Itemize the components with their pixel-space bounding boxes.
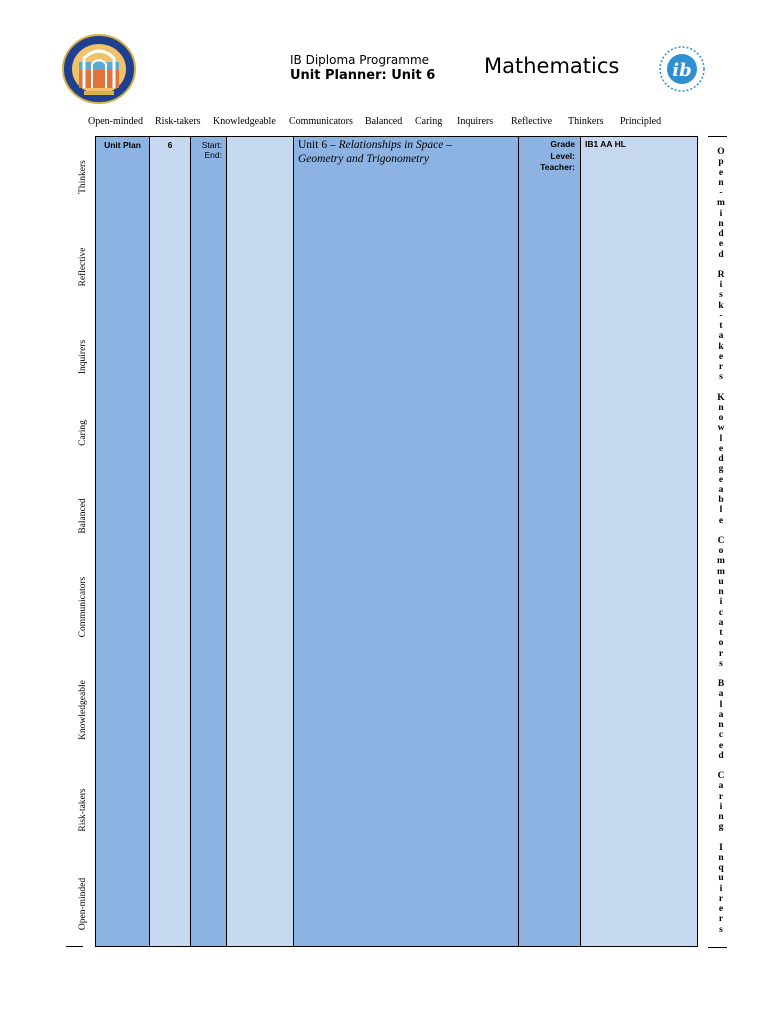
profile-right-letter: K — [717, 392, 725, 403]
profile-right-letter: n — [718, 812, 724, 822]
unit-number: 6 — [167, 140, 173, 150]
profile-right-letter: u — [718, 576, 724, 587]
profile-right-letter: g — [718, 464, 724, 475]
profile-right-letter: i — [719, 801, 723, 812]
profile-right-letter: i — [719, 280, 723, 290]
profile-right-letter: o — [718, 638, 724, 649]
profile-top-risk-takers: Risk-takers — [155, 116, 201, 127]
profile-right-letter: u — [718, 873, 724, 884]
profile-right-letter: - — [719, 188, 723, 198]
profile-left-caring: Caring — [78, 420, 88, 446]
profile-right-letter: o — [718, 546, 724, 556]
profile-right-letter: d — [718, 750, 724, 761]
profile-left-balanced: Balanced — [78, 498, 88, 534]
profile-right-letter: e — [718, 239, 724, 250]
planner-title: Unit Planner: Unit 6 — [290, 68, 436, 83]
profile-right-letter: t — [719, 628, 723, 638]
ib-logo-icon — [658, 46, 706, 92]
profile-right-letter: l — [719, 699, 723, 710]
profile-right-letter: e — [718, 474, 724, 485]
profile-top-communicators: Communicators — [289, 116, 353, 127]
profile-right-letter: n — [718, 720, 724, 730]
profile-right-letter: a — [718, 689, 724, 700]
profile-top-open-minded: Open-minded — [88, 116, 143, 127]
svg-text:ib: ib — [672, 60, 692, 81]
profile-right-letter: t — [719, 321, 723, 331]
profile-right-letter: k — [718, 300, 724, 311]
profile-right-letter: a — [718, 781, 724, 792]
profile-right-communicators — [712, 536, 730, 669]
profile-top-reflective: Reflective — [511, 116, 553, 127]
profile-right-letter: c — [718, 607, 724, 618]
profile-right-letter: g — [718, 822, 724, 833]
profile-left-communicators: Communicators — [78, 576, 88, 638]
profile-right-letter: c — [718, 730, 724, 741]
profile-right-letter: O — [717, 147, 725, 157]
profile-right-risk-takers — [712, 270, 730, 383]
profile-right-letter: m — [717, 198, 725, 209]
unit-plan-label: Unit Plan — [104, 140, 141, 150]
profile-right-letter: - — [719, 310, 723, 321]
profile-right-knowledgeable — [712, 393, 730, 526]
profile-right-letter: e — [718, 443, 724, 454]
profile-right-letter: B — [717, 679, 725, 689]
profile-right-letter: a — [718, 617, 724, 628]
unit-title — [294, 137, 518, 167]
profile-right-letter: n — [718, 587, 724, 597]
profile-right-letter: r — [718, 362, 724, 372]
profile-right-letter: n — [718, 218, 724, 229]
profile-right-letter: I — [719, 842, 723, 853]
dates-value-cell[interactable] — [227, 137, 294, 946]
profile-right-letter: i — [719, 208, 723, 219]
profile-right-letter: r — [718, 914, 724, 925]
unit-title-italic-2: Geometry and Trigonometry — [298, 153, 429, 165]
level-label: Level: — [550, 150, 575, 161]
course-cell — [581, 137, 697, 946]
start-label: Start: — [201, 140, 222, 150]
profile-top-knowledgeable: Knowledgeable — [213, 116, 276, 127]
profile-right-letter: C — [717, 771, 725, 781]
subject-title: Mathematics — [484, 54, 620, 78]
profile-right-letter: r — [718, 791, 724, 802]
unit-planner-table — [95, 136, 698, 947]
profile-left-inquirers: Inquirers — [78, 339, 88, 375]
profile-right-letter: d — [718, 229, 724, 239]
profile-right-letter: s — [719, 290, 723, 301]
profile-top-caring: Caring — [415, 116, 443, 127]
profile-left-open-minded: Open-minded — [78, 877, 88, 931]
right-divider-bottom — [708, 947, 727, 948]
profile-right-letter: l — [719, 505, 723, 516]
unit-title-italic-1: Relationships in Space – — [338, 139, 452, 151]
school-crest-icon — [62, 34, 136, 104]
profile-top-inquirers: Inquirers — [457, 116, 494, 127]
unit-title-cell — [294, 137, 519, 946]
profile-left-risk-takers: Risk-takers — [78, 788, 88, 832]
unit-title-prefix: Unit 6 – — [298, 139, 339, 151]
profile-left-knowledgeable: Knowledgeable — [78, 680, 88, 740]
unit-plan-cell — [96, 137, 150, 946]
profile-top-balanced: Balanced — [365, 116, 403, 127]
profile-right-letter: r — [718, 648, 724, 659]
profile-right-letter: e — [718, 740, 724, 751]
profile-right-letter: R — [717, 269, 725, 280]
profile-right-caring — [712, 771, 730, 833]
profile-right-letter: k — [718, 341, 724, 352]
profile-right-letter: e — [718, 904, 724, 914]
profile-right-letter: m — [717, 556, 725, 567]
profile-right-open-minded — [712, 147, 730, 260]
profile-right-letter: n — [718, 852, 724, 863]
profile-right-inquirers — [712, 843, 730, 935]
profile-right-letter: C — [717, 535, 725, 546]
profile-right-letter: p — [718, 157, 724, 168]
grade-teacher-labels — [519, 139, 580, 174]
profile-right-letter: q — [718, 863, 724, 873]
left-divider — [66, 946, 83, 947]
profile-right-letter: o — [718, 413, 724, 423]
profile-top-thinkers: Thinkers — [568, 116, 604, 127]
profile-right-column — [712, 147, 730, 947]
profile-right-letter: d — [718, 249, 724, 260]
profile-left-thinkers: Thinkers — [78, 160, 88, 194]
unit-number-cell — [150, 137, 191, 946]
right-divider-top — [708, 136, 727, 137]
profile-right-letter: r — [718, 893, 724, 904]
profile-right-letter: e — [718, 167, 724, 178]
profile-right-letter: m — [717, 566, 725, 577]
profile-right-letter: a — [718, 709, 724, 720]
profile-right-letter: a — [718, 484, 724, 495]
grade-label: Grade — [550, 139, 575, 149]
profile-right-letter: i — [719, 597, 723, 608]
dates-label-cell — [191, 137, 227, 946]
profile-right-letter: n — [718, 402, 724, 413]
profile-right-letter: e — [718, 351, 724, 362]
profile-right-letter: s — [719, 658, 723, 669]
profile-right-letter: d — [718, 454, 724, 464]
profile-right-letter: s — [719, 924, 723, 935]
teacher-label: Teacher: — [540, 162, 575, 172]
profile-right-letter: b — [718, 495, 724, 505]
profile-right-letter: w — [717, 423, 725, 434]
profile-right-letter: s — [719, 372, 723, 383]
course-value: IB1 AA HL — [585, 139, 626, 149]
profile-right-letter: e — [718, 515, 724, 526]
profile-left-reflective: Reflective — [78, 247, 88, 287]
profile-top-principled: Principled — [620, 116, 662, 127]
profile-right-letter: l — [719, 433, 723, 444]
profile-right-letter: n — [718, 177, 724, 188]
programme-name: IB Diploma Programme — [290, 53, 430, 67]
profile-right-letter: a — [718, 331, 724, 342]
end-label: End: — [204, 150, 222, 160]
profile-right-letter: i — [719, 883, 723, 894]
grade-label-cell — [519, 137, 581, 946]
profile-right-balanced — [712, 679, 730, 761]
